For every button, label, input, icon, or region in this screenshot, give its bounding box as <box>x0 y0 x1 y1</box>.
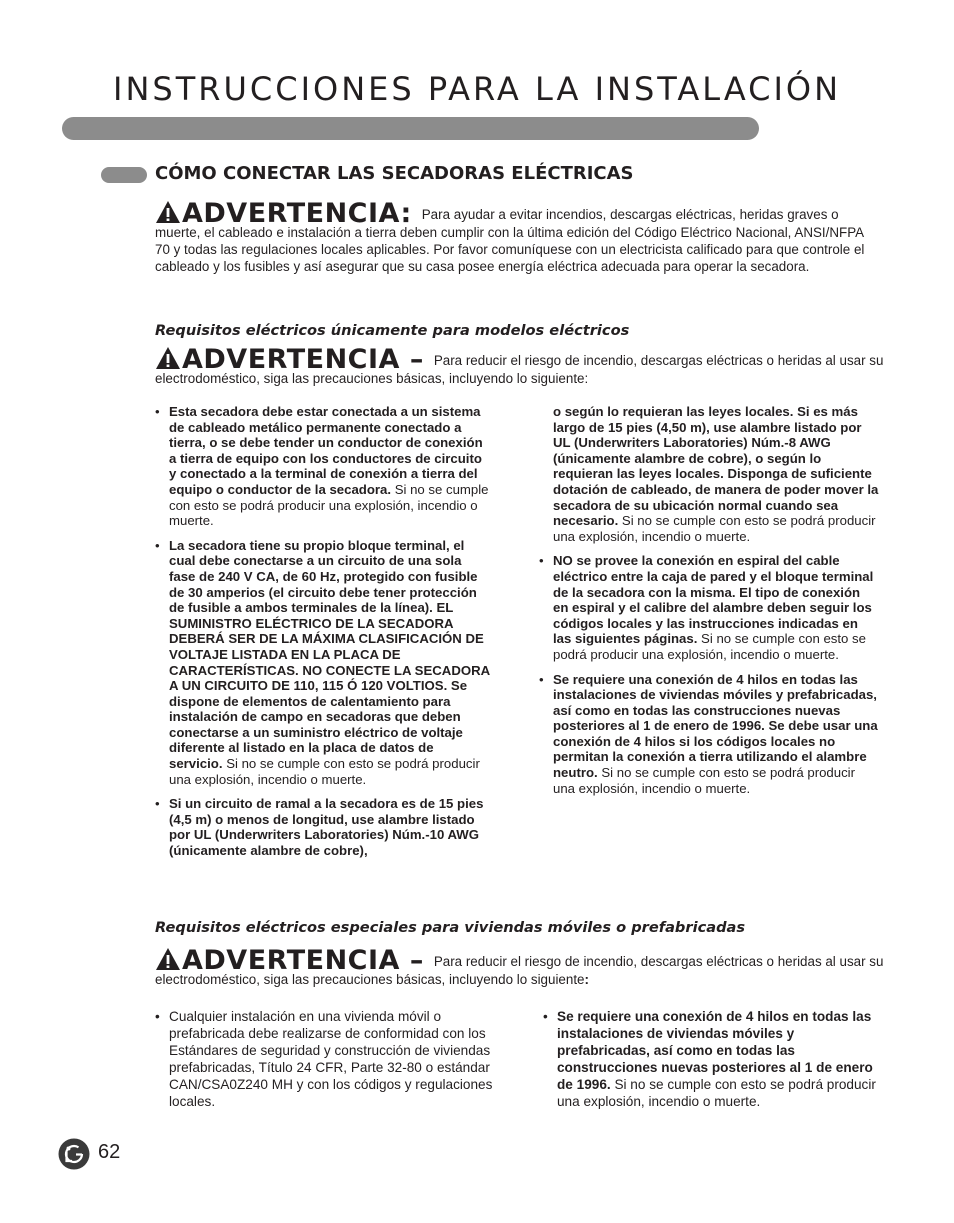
bullet: • <box>539 553 544 569</box>
bullet: • <box>155 537 160 553</box>
warning-block-general <box>155 200 880 275</box>
bullet: • <box>543 1009 548 1024</box>
warning-triangle-icon <box>155 346 181 370</box>
page-number: 62 <box>98 1141 121 1163</box>
warning-triangle-icon <box>155 200 181 224</box>
section-marker <box>101 167 147 183</box>
list-item: • Esta secadora debe estar conectada a un sistema de cableado metálico permanente conectado a tierra, o se debe tender un conductor de conexión a tierra de equipo con los conductores de circuito y conectado a la terminal de conexión a tierra del equipo o conductor de la secadora. Si no se cumple con esto se podrá producir una explosión, incendio o muerte. <box>155 404 489 529</box>
warning-block-mobile-home: ADVERTENCIA – Para reducir el riesgo de incendio, descargas eléctricas o heridas al usar su electrodoméstico, siga las precauciones básicas, incluyendo lo siguiente: <box>155 945 884 987</box>
bullet: • <box>155 404 160 419</box>
warning-label: ADVERTENCIA – <box>155 344 424 375</box>
warning-label: ADVERTENCIA – <box>155 945 424 976</box>
list-item: • Se requiere una conexión de 4 hilos en todas las instalaciones de viviendas móviles y prefabricadas, así como en todas las construcciones nuevas posteriores al 1 de enero de 1996. Se debe usar una conexión de 4 hilos si los códigos locales no permitan la conexión a tierra utilizando el alambre neutro. Si no se cumple con esto se podrá producir una explosión, incendio o muerte. <box>539 671 878 796</box>
page-title: INSTRUCCIONES PARA LA INSTALACIÓN <box>113 70 842 108</box>
warning-text: Para reducir el riesgo de incendio, descargas eléctricas o heridas al usar su electrodoméstico, siga las precauciones básicas, incluyendo lo siguiente: <box>155 353 884 386</box>
warning-text: Para reducir el riesgo de incendio, descargas eléctricas o heridas al usar su electrodoméstico, siga las precauciones básicas, incluyendo lo siguiente <box>155 954 884 987</box>
section-heading: CÓMO CONECTAR LAS SECADORAS ELÉCTRICAS <box>155 163 634 184</box>
bullet: • <box>539 671 544 687</box>
list-item: • Cualquier instalación en una vivienda móvil o prefabricada debe realizarse de conformidad con los Estándares de seguridad y construcción de viviendas prefabricadas, Título 24 CFR, Parte 32-80 o estándar CAN/CSA0Z240 MH y con los códigos y regulaciones locales. <box>155 1009 493 1109</box>
warning-block-electric <box>155 346 885 387</box>
lg-logo-icon <box>58 1138 90 1170</box>
mobile-list-left-column <box>155 1008 495 1119</box>
bullet: • <box>155 1009 160 1024</box>
warning-label: ADVERTENCIA: <box>155 198 412 229</box>
subheading-electric-requirements: Requisitos eléctricos únicamente para modelos eléctricos <box>155 322 630 339</box>
warning-triangle-icon <box>155 947 181 971</box>
list-item: • NO se provee la conexión en espiral del cable eléctrico entre la caja de pared y el bloque terminal de la secadora con la misma. El tipo de conexión en espiral y el calibre del alambre deben seguir los códigos locales y las instrucciones indicadas en las siguientes páginas. Si no se cumple con esto se podrá producir una explosión, incendio o muerte. <box>539 553 874 662</box>
list-item: • Si un circuito de ramal a la secadora es de 15 pies (4,5 m) o menos de longitud, use alambre listado por UL (Underwriters Laboratories) Núm.-10 AWG (únicamente alambre de cobre), <box>155 796 484 859</box>
list-item: • Se requiere una conexión de 4 hilos en todas las instalaciones de viviendas móviles y prefabricadas, así como en todas las construcciones nuevas posteriores al 1 de enero de 1996. Si no se cumple con esto se podrá producir una explosión, incendio o muerte. <box>543 1009 876 1109</box>
bullet: • <box>155 796 160 812</box>
list-item-continuation: o según lo requieran las leyes locales. Si es más largo de 15 pies (4,50 m), use alambre listado por UL (Underwriters Laboratories) Núm.-8 AWG (únicamente alambre de cobre), o según lo requieran las leyes locales. Disponga de suficiente dotación de cableado, de manera de poder mover la secadora de su ubicación normal cuando sea necesario. Si no se cumple con esto se podrá producir una explosión, incendio o muerte. <box>553 404 879 544</box>
electric-list-left-column <box>155 404 490 868</box>
list-item: • La secadora tiene su propio bloque terminal, el cual debe conectarse a un circuito de una sola fase de 240 V CA, de 60 Hz, protegido con fusible de 30 amperios (el circuito debe tener protección de fusible a ambos terminales de la línea). EL SUMINISTRO ELÉCTRICO DE LA SECADORA DEBERÁ SER DE LA MÁXIMA CLASIFICACIÓN DE VOLTAJE LISTADA EN LA PLACA DE CARACTERÍSTICAS. NO CONECTE LA SECADORA A UN CIRCUITO DE 110, 115 Ó 120 VOLTIOS. Se dispone de elementos de calentamiento para instalación de campo en secadoras que deben conectarse a un suministro eléctrico de voltaje diferente al listado en la placa de datos de servicio. Si no se cumple con esto se podrá producir una explosión, incendio o muerte. <box>155 537 490 787</box>
title-divider-bar <box>62 117 759 140</box>
mobile-list-right-column <box>543 1008 883 1119</box>
electric-list-right-column <box>539 404 879 805</box>
warning-text: Para ayudar a evitar incendios, descargas eléctricas, heridas graves o muerte, el cableado e instalación a tierra deben cumplir con la última edición del Código Eléctrico Nacional, ANSI/NFPA 70 y todas las regulaciones locales aplicables. Por favor comuníquese con un electricista calificado para que controle el cableado y los fusibles y así asegurar que su casa posee energía eléctrica adecuada para operar la secadora. <box>155 207 865 274</box>
subheading-mobile-home-requirements: Requisitos eléctricos especiales para viviendas móviles o prefabricadas <box>155 919 746 936</box>
